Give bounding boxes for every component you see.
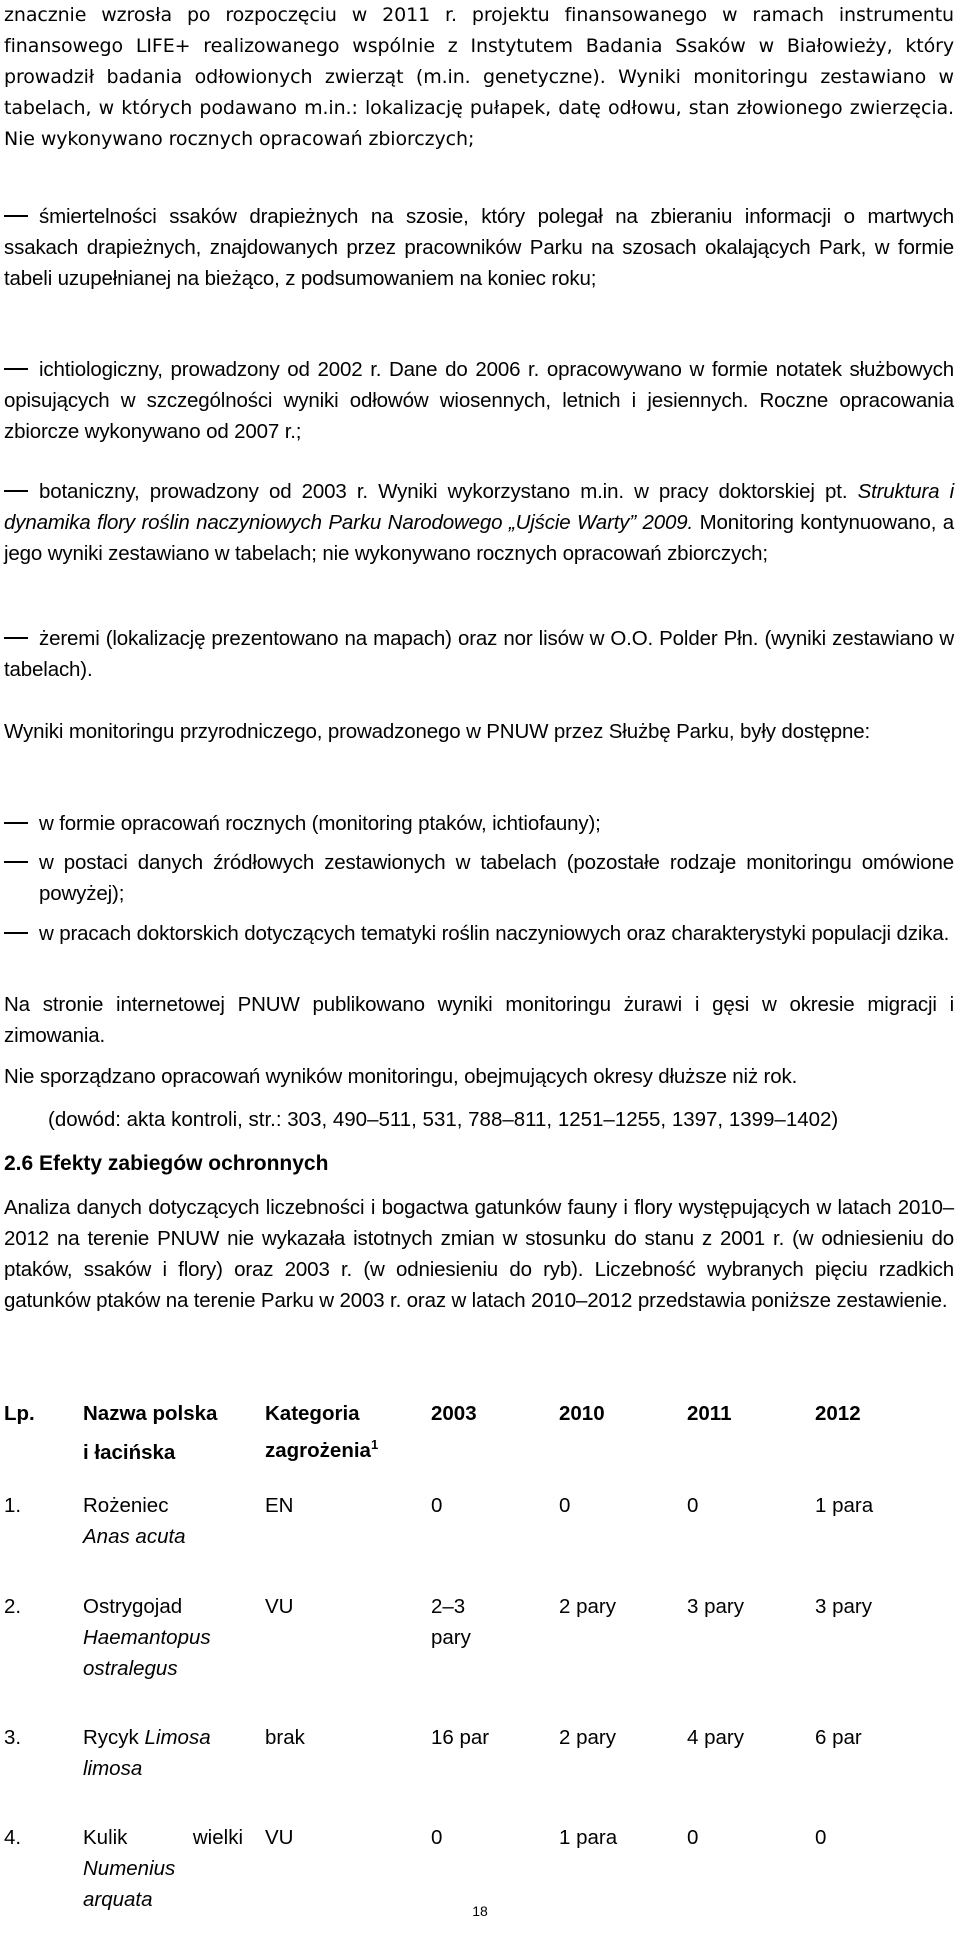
- cell-2012: 0: [815, 1826, 827, 1849]
- bullet-text: śmiertelności ssaków drapieżnych na szosie, który polegał na zbieraniu informacji o martwych ssakach drapieżnych, znajdowanych przez pracowników Parku na szosach okalających Park, w formie tabeli uzupełnianej na bieżąco, z podsumowaniem na koniec roku;: [4, 205, 954, 290]
- header-name-line1: Nazwa polska: [83, 1402, 218, 1425]
- cell-2003: 0: [431, 1494, 443, 1517]
- cell-category: VU: [265, 1595, 294, 1618]
- header-2012: 2012: [815, 1402, 861, 1425]
- species-polish-name: Rycyk: [83, 1726, 139, 1749]
- paragraph-results-available: Wyniki monitoringu przyrodniczego, prowadzonego w PNUW przez Służbę Parku, były dostępne:: [4, 720, 871, 743]
- cell-category: brak: [265, 1726, 305, 1749]
- footnote-marker: 1: [370, 1437, 379, 1452]
- bullet-annual-reports: [4, 808, 954, 839]
- cell-species: [83, 1722, 265, 1822]
- bullet-text: w formie opracowań rocznych (monitoring ptaków, ichtiofauny);: [39, 812, 601, 835]
- dash-bullet-icon: [4, 822, 28, 824]
- bullet-text: [4, 476, 954, 569]
- species-polish-name: Ostrygojad: [83, 1595, 183, 1618]
- cell-2011: 3 pary: [687, 1595, 744, 1618]
- paragraph-no-reports: Nie sporządzano opracowań wyników monitoringu, obejmujących okresy dłuższe niż rok.: [4, 1065, 798, 1088]
- bullet-text: żeremi (lokalizację prezentowano na mapach) oraz nor lisów w O.O. Polder Płn. (wyniki zestawiano w tabelach).: [4, 627, 954, 681]
- cell-2010: 2 pary: [559, 1595, 616, 1618]
- bullet-text-pre: botaniczny, prowadzony od 2003 r. Wyniki wykorzystano m.in. w pracy doktorskiej pt.: [39, 480, 858, 503]
- cell-category: VU: [265, 1826, 294, 1849]
- paragraph-monitoring-intro: znacznie wzrosła po rozpoczęciu w 2011 r. projektu finansowanego w ramach instrumentu finansowego LIFE+ realizowanego wspólnie z Instytutem Badania Ssaków w Białowieży, który prowadził badania odłowionych zwierząt (m.in. genetyczne). Wyniki monitoringu zestawiano w tabelach, w których podawano m.in.: lokalizację pułapek, datę odłowu, stan złowionego zwierzęcia. Nie wykonywano rocznych opracowań zbiorczych;: [4, 4, 954, 150]
- cell-2003: 0: [431, 1826, 443, 1849]
- dash-bullet-icon: [4, 368, 28, 370]
- species-polish-name: Kulik wielki: [83, 1826, 243, 1849]
- cell-lp: 4.: [4, 1826, 22, 1849]
- header-category: [265, 1398, 431, 1490]
- species-latin-name: Anas acuta: [83, 1525, 186, 1548]
- cell-2012: 1 para: [815, 1494, 874, 1517]
- bullet-doctoral-theses: [4, 918, 954, 949]
- header-lp: Lp.: [4, 1402, 35, 1425]
- dash-bullet-icon: [4, 932, 28, 934]
- header-name-line2: i łacińska: [83, 1441, 176, 1464]
- species-polish-name: Rożeniec: [83, 1494, 169, 1517]
- table-row: [4, 1591, 925, 1722]
- header-2011: 2011: [687, 1402, 732, 1425]
- cell-2003: [431, 1591, 559, 1722]
- paragraph-analysis: Analiza danych dotyczących liczebności i bogactwa gatunków fauny i flory występujących w latach 2010‒2012 na terenie PNUW nie wykazała istotnych zmian w stosunku do stanu z 2001 r. (w odniesieniu do ptaków, ssaków i flory) oraz 2003 r. (w odniesieniu do ryb). Liczebność wybranych pięciu rzadkich gatunków ptaków na terenie Parku w 2003 r. oraz w latach 2010‒2012 przedstawia poniższe zestawienie.: [4, 1196, 954, 1312]
- species-latin-name: Haemantopus ostralegus: [83, 1626, 211, 1680]
- header-name: [83, 1398, 265, 1490]
- species-latin-name: Limosa limosa: [83, 1726, 211, 1780]
- page-number: 18: [472, 1903, 488, 1919]
- cell-2011: 0: [687, 1494, 699, 1517]
- cell-lp: 1.: [4, 1494, 22, 1517]
- table-header-row: [4, 1398, 925, 1490]
- evidence-note: (dowód: akta kontroli, str.: 303, 490‒511, 531, 788‒811, 1251‒1255, 1397, 1399‒1402): [48, 1108, 839, 1131]
- cell-species: [83, 1591, 265, 1722]
- dash-bullet-icon: [4, 637, 28, 639]
- header-2003: 2003: [431, 1402, 477, 1425]
- bullet-text: w postaci danych źródłowych zestawionych w tabelach (pozostałe rodzaje monitoringu omówione powyżej);: [39, 851, 954, 905]
- cell-2010: 1 para: [559, 1826, 618, 1849]
- bullet-text: w pracach doktorskich dotyczących tematyki roślin naczyniowych oraz charakterystyki populacji dzika.: [39, 922, 950, 945]
- bullet-text: ichtiologiczny, prowadzony od 2002 r. Dane do 2006 r. opracowywano w formie notatek służbowych opisujących w szczególności wyniki odłowów wiosennych, letnich i jesiennych. Roczne opracowania zbiorcze wykonywano od 2007 r.;: [4, 358, 954, 443]
- header-2010: 2010: [559, 1402, 605, 1425]
- cell-2010: 2 pary: [559, 1726, 616, 1749]
- table-row: [4, 1490, 925, 1591]
- paragraph-website: Na stronie internetowej PNUW publikowano wyniki monitoringu żurawi i gęsi w okresie migracji i zimowania.: [4, 993, 954, 1047]
- table-row: [4, 1722, 925, 1822]
- species-latin-name: Numenius arquata: [83, 1857, 176, 1911]
- cell-species: [83, 1490, 265, 1591]
- cell-2012: 6 par: [815, 1726, 862, 1749]
- cell-lp: 3.: [4, 1726, 22, 1749]
- cell-category: EN: [265, 1494, 294, 1517]
- cell-2003-value: 2‒3 pary: [431, 1595, 471, 1649]
- bullet-ichthyological: [4, 354, 954, 447]
- bullet-text-post: Monitoring kontynuowano, a jego wyniki zestawiano w tabelach; nie wykonywano rocznych opracowań zbiorczych;: [4, 511, 954, 565]
- bullet-carnivore-mortality: [4, 201, 954, 294]
- bullet-beaver-lodges: [4, 623, 954, 685]
- cell-lp: 2.: [4, 1595, 22, 1618]
- cell-2011: 4 pary: [687, 1726, 744, 1749]
- cell-2003: 16 par: [431, 1726, 490, 1749]
- cell-2010: 0: [559, 1494, 571, 1517]
- dash-bullet-icon: [4, 490, 28, 492]
- cell-2011: 0: [687, 1826, 699, 1849]
- dash-bullet-icon: [4, 861, 28, 863]
- header-category-label: Kategoria zagrożenia: [265, 1402, 371, 1462]
- dash-bullet-icon: [4, 215, 28, 217]
- bullet-botanical: [4, 476, 954, 569]
- cell-2012: 3 pary: [815, 1595, 872, 1618]
- section-heading: 2.6 Efekty zabiegów ochronnych: [4, 1152, 329, 1175]
- thesis-title: Struktura i dynamika flory roślin naczyniowych Parku Narodowego „Ujście Warty” 2009.: [4, 480, 954, 534]
- bullet-source-data: [4, 847, 954, 909]
- bird-population-table: [4, 1398, 925, 1922]
